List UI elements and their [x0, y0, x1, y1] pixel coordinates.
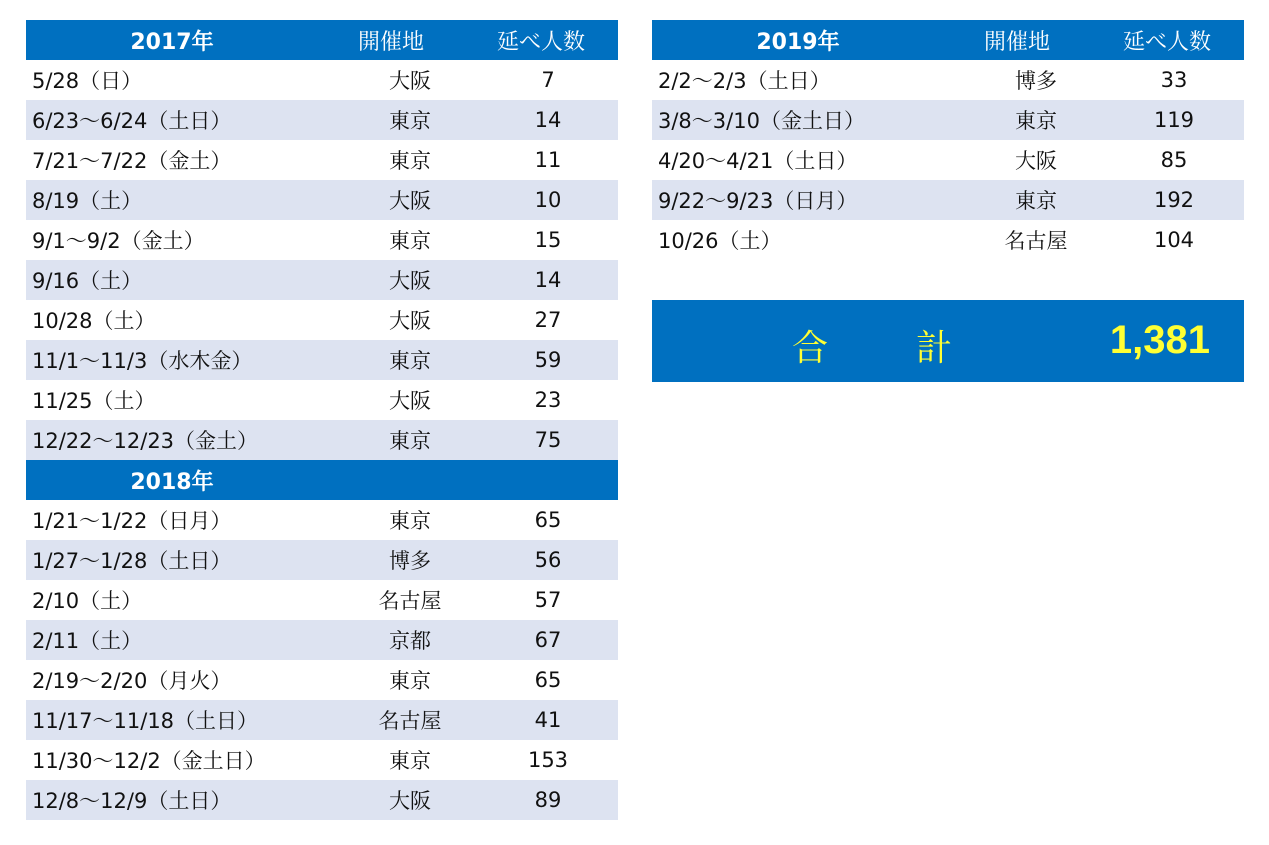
count-cell: 33	[1160, 68, 1188, 92]
table-row	[26, 660, 618, 700]
venue-cell: 大阪	[389, 389, 431, 413]
date-cell: 11/17～11/18（土日）	[32, 709, 259, 733]
venue-header: 開催地	[357, 29, 424, 55]
count-cell: 56	[534, 548, 562, 572]
table-row	[26, 300, 618, 340]
venue-cell: 名古屋	[378, 709, 442, 733]
venue-cell: 東京	[1015, 189, 1057, 213]
table-row	[652, 220, 1244, 260]
venue-cell: 大阪	[389, 789, 431, 813]
count-cell: 7	[541, 68, 555, 92]
table-row	[26, 260, 618, 300]
table-2017-2018	[26, 20, 618, 820]
count-cell: 27	[534, 308, 562, 332]
venue-cell: 東京	[1015, 109, 1057, 133]
count-cell: 14	[534, 268, 562, 292]
venue-cell: 大阪	[389, 309, 431, 333]
date-cell: 9/1～9/2（金土）	[32, 229, 205, 253]
count-cell: 65	[534, 508, 562, 532]
total-box	[652, 300, 1244, 382]
venue-cell: 名古屋	[1004, 229, 1068, 253]
date-cell: 5/28（日）	[32, 69, 143, 93]
count-cell: 104	[1153, 228, 1195, 252]
date-cell: 1/21～1/22（日月）	[32, 509, 232, 533]
count-cell: 67	[534, 628, 562, 652]
venue-cell: 名古屋	[378, 589, 442, 613]
venue-cell: 東京	[389, 229, 431, 253]
venue-cell: 東京	[389, 149, 431, 173]
date-cell: 2/19～2/20（月火）	[32, 669, 232, 693]
count-cell: 192	[1153, 188, 1195, 212]
table-row	[26, 60, 618, 100]
date-cell: 12/8～12/9（土日）	[32, 789, 232, 813]
date-cell: 12/22～12/23（金土）	[32, 429, 259, 453]
count-header: 延べ人数	[496, 29, 585, 55]
date-cell: 11/30～12/2（金土日）	[32, 749, 266, 773]
venue-cell: 大阪	[389, 189, 431, 213]
count-cell: 57	[534, 588, 562, 612]
venue-cell: 博多	[1015, 69, 1057, 93]
venue-cell: 京都	[389, 629, 431, 653]
venue-cell: 大阪	[389, 69, 431, 93]
table-row	[26, 140, 618, 180]
venue-cell: 大阪	[389, 269, 431, 293]
table-row	[26, 380, 618, 420]
table-2019	[652, 20, 1244, 260]
table-row	[26, 540, 618, 580]
date-cell: 9/22～9/23（日月）	[658, 189, 858, 213]
venue-cell: 東京	[389, 669, 431, 693]
table-row	[26, 700, 618, 740]
count-header: 延べ人数	[1122, 29, 1211, 55]
venue-cell: 東京	[389, 429, 431, 453]
count-cell: 23	[534, 388, 562, 412]
table-row	[652, 60, 1244, 100]
date-cell: 6/23～6/24（土日）	[32, 109, 232, 133]
table-row	[26, 580, 618, 620]
total-value: 1,381	[1109, 318, 1210, 362]
table-row	[26, 740, 618, 780]
year-2019: 2019年	[756, 29, 840, 55]
count-cell: 41	[534, 708, 562, 732]
table-row	[26, 100, 618, 140]
count-cell: 153	[527, 748, 569, 772]
table-row	[26, 500, 618, 540]
date-cell: 2/10（土）	[32, 589, 143, 613]
count-cell: 11	[534, 148, 562, 172]
header-2017	[26, 20, 618, 60]
venue-header: 開催地	[983, 29, 1050, 55]
date-cell: 11/25（土）	[32, 389, 156, 413]
date-cell: 2/11（土）	[32, 629, 143, 653]
table-row	[652, 180, 1244, 220]
header-2019	[652, 20, 1244, 60]
date-cell: 8/19（土）	[32, 189, 143, 213]
venue-cell: 東京	[389, 109, 431, 133]
venue-cell: 博多	[389, 549, 431, 573]
count-cell: 75	[534, 428, 562, 452]
table-row	[652, 100, 1244, 140]
date-cell: 4/20～4/21（土日）	[658, 149, 858, 173]
table-row	[26, 420, 618, 460]
venue-cell: 東京	[389, 349, 431, 373]
total-label-2: 計	[916, 328, 953, 369]
date-cell: 10/26（土）	[658, 229, 782, 253]
table-row	[26, 780, 618, 820]
date-cell: 11/1～11/3（水木金）	[32, 349, 253, 373]
venue-cell: 東京	[389, 749, 431, 773]
table-row	[652, 140, 1244, 180]
year-2017: 2017年	[130, 29, 214, 55]
count-cell: 15	[534, 228, 562, 252]
count-cell: 10	[534, 188, 562, 212]
venue-cell: 大阪	[1015, 149, 1057, 173]
count-cell: 85	[1160, 148, 1188, 172]
table-row	[26, 340, 618, 380]
header-2018	[26, 460, 618, 500]
count-cell: 65	[534, 668, 562, 692]
total-label-1: 合	[792, 328, 829, 369]
venue-cell: 東京	[389, 509, 431, 533]
count-cell: 89	[534, 788, 562, 812]
date-cell: 9/16（土）	[32, 269, 143, 293]
table-row	[26, 220, 618, 260]
table-row	[26, 620, 618, 660]
date-cell: 7/21～7/22（金土）	[32, 149, 232, 173]
count-cell: 59	[534, 348, 562, 372]
date-cell: 1/27～1/28（土日）	[32, 549, 232, 573]
year-2018: 2018年	[130, 469, 214, 495]
date-cell: 2/2～2/3（土日）	[658, 69, 831, 93]
date-cell: 10/28（土）	[32, 309, 156, 333]
table-row	[26, 180, 618, 220]
count-cell: 119	[1153, 108, 1195, 132]
date-cell: 3/8～3/10（金土日）	[658, 109, 865, 133]
count-cell: 14	[534, 108, 562, 132]
